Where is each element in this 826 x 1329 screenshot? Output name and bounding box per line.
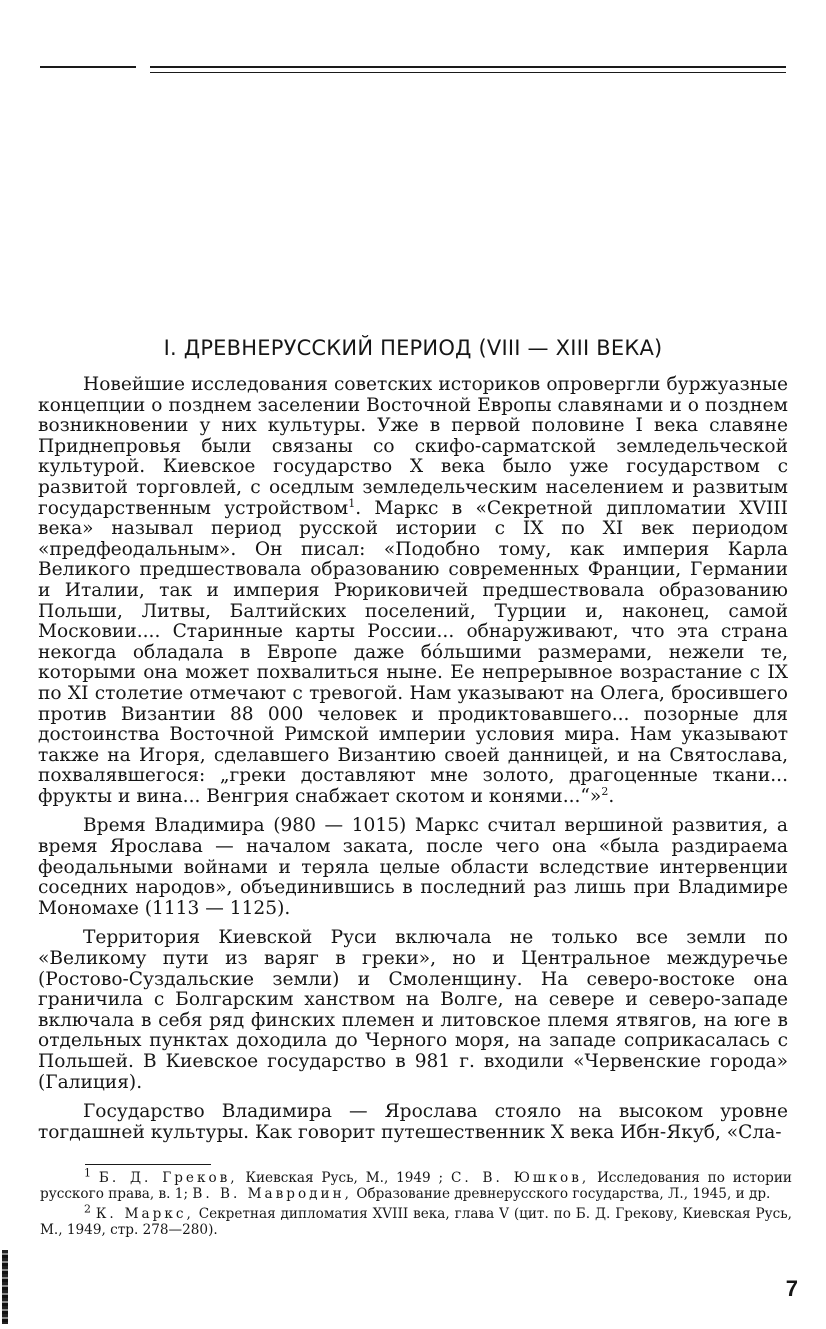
header-rule-left [40, 66, 136, 68]
paragraph-1: Новейшие исследования советских историков опровергли буржуазные концепции о позднем заселении Восточной Европы славянами и о позднем возникновении у них культуры. Уже в первой половине I века славяне Приднепровья были связаны со скифо-сарматской земледельческой культурой. Киевское государство X века было уже государством с развитой торговлей, с оседлым земледельческим населением и развитым государственным устройством$^1$. Маркс в «Секретной дипломатии XVIII века» называл период русской истории с IX по XI век периодом «предфеодальным». Он писал: «Подобно тому, как империя Карла Великого предшествовала образованию современных Франции, Германии и Италии, так и империя Рюриковичей предшествовала образованию Польши, Литвы, Балтийских поселений, Турции и, наконец, самой Московии.... Старинные карты России... обнаруживают, что эта страна некогда обладала в Европе даже бо́льшими размерами, нежели те, которыми она может похвалиться ныне. Ее непрерывное возрастание с IX по XI столетие отмечают с тревогой. Нам указывают на Олега, бросившего против Византии 88 000 человек и продиктовавшего... позорные для достоинства Восточной Римской империи условия мира. Нам указывают также на Игоря, сделавшего Византию своей данницей, и на Святослава, похвалявшегося: „греки доставляют мне золото, драгоценные ткани... фрукты и вина... Венгрия снабжает скотом и конями...“»$^2$. [38, 374, 789, 807]
footnote-separator [85, 1164, 211, 1165]
footnote-ref-2[interactable]: 2 [601, 784, 609, 798]
chapter-title: I. ДРЕВНЕРУССКИЙ ПЕРИОД (VIII — XIII ВЕКА) [163, 336, 663, 360]
paragraph-4: Государство Владимира — Ярослава стояло на высоком уровне тогдашней культуры. Как говорит путешественник X века Ибн-Якуб, «Сла- [38, 1101, 788, 1143]
footnote-ref-1[interactable]: 1 [348, 496, 356, 510]
header-rule-right-thin [150, 72, 786, 73]
scan-edge-mark [2, 1250, 8, 1324]
page-number: 7 [785, 1276, 798, 1301]
footnote-1: $^1$ Б. Д. Греков, Киевская Русь, М., 1949 ; С. В. Юшков, Исследования по истории русского права, в. 1; В. В. Мавродин, Образование древнерусского государства, Л., 1945, и др. [40, 1166, 792, 1203]
footnote-2: $^2$ К. Маркс, Секретная дипломатия XVIII века, глава V (цит. по Б. Д. Грекову, Киевская Русь, М., 1949, стр. 278—280). [40, 1202, 792, 1239]
paragraph-2: Время Владимира (980 — 1015) Маркс считал вершиной развития, а время Ярослава — началом заката, после чего она «была раздираема феодальными войнами и теряла целые области вследствие интервенции соседних народов», объединившись в последний раз лишь при Владимире Мономахе (1113 — 1125). [38, 815, 788, 919]
main-text [38, 375, 788, 1152]
paragraph-3: Территория Киевской Руси включала не только все земли по «Великому пути из варяг в греки», но и Центральное междуречье (Ростово-Суздальские земли) и Смоленщину. На северо-востоке она граничила с Болгарским ханством на Волге, на севере и северо-западе включала в себя ряд финских племен и литовское племя ятвягов, на юге в отдельных пунктах доходила до Черного моря, на западе соприкасалась с Польшей. В Киевское государство в 981 г. входили «Червенские города» (Галиция). [38, 927, 788, 1093]
footnotes [40, 1166, 792, 1242]
header-rule-right [150, 66, 786, 68]
